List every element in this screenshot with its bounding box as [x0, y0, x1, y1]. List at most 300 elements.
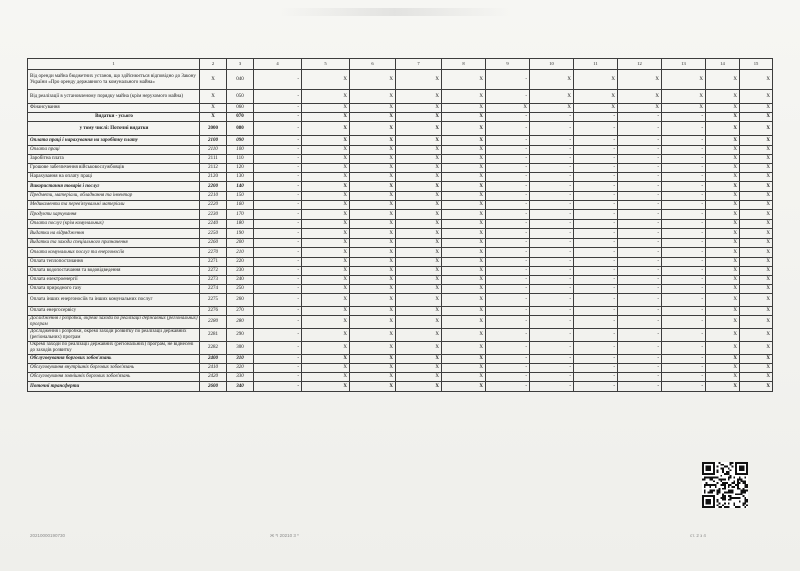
value-cell: X — [706, 342, 740, 355]
table-row — [28, 342, 773, 355]
row-code: 240 — [227, 276, 254, 285]
value-cell: X — [740, 276, 773, 285]
value-cell: X — [396, 239, 442, 248]
value-cell: X — [302, 192, 350, 201]
row-label: Фінансування — [28, 104, 200, 113]
value-cell: X — [706, 122, 740, 136]
value-cell: - — [254, 329, 302, 342]
value-cell: - — [662, 201, 706, 210]
value-cell: X — [442, 182, 486, 192]
value-cell: - — [254, 210, 302, 220]
value-cell: - — [486, 373, 530, 382]
value-cell: - — [486, 70, 530, 90]
column-number: 13 — [662, 59, 706, 70]
value-cell: - — [574, 285, 618, 294]
table-row — [28, 155, 773, 164]
value-cell: X — [302, 382, 350, 392]
row-code: 330 — [227, 373, 254, 382]
value-cell: X — [350, 355, 396, 364]
value-cell: - — [254, 113, 302, 122]
value-cell: - — [530, 146, 574, 155]
row-label: Обслуговування внутрішніх боргових зобов'язань — [28, 364, 200, 373]
value-cell: X — [396, 146, 442, 155]
value-cell: - — [662, 173, 706, 182]
value-cell: - — [486, 122, 530, 136]
value-cell: X — [302, 342, 350, 355]
value-cell: - — [254, 355, 302, 364]
value-cell: X — [350, 136, 396, 146]
kekv-code: 2200 — [200, 182, 227, 192]
value-cell: - — [574, 164, 618, 173]
table-row — [28, 192, 773, 201]
value-cell: - — [574, 182, 618, 192]
kekv-code: 2250 — [200, 229, 227, 239]
kekv-code: 2111 — [200, 155, 227, 164]
table-row — [28, 239, 773, 248]
value-cell: X — [350, 373, 396, 382]
value-cell: X — [740, 70, 773, 90]
value-cell: X — [442, 382, 486, 392]
kekv-code: X — [200, 104, 227, 113]
value-cell: X — [706, 70, 740, 90]
table-row — [28, 113, 773, 122]
kekv-code: 2230 — [200, 210, 227, 220]
value-cell: X — [618, 104, 662, 113]
value-cell: X — [574, 70, 618, 90]
value-cell: X — [740, 104, 773, 113]
column-number: 4 — [254, 59, 302, 70]
value-cell: - — [254, 164, 302, 173]
value-cell: - — [254, 220, 302, 229]
value-cell: X — [706, 307, 740, 316]
value-cell: X — [302, 239, 350, 248]
kekv-code: 2274 — [200, 285, 227, 294]
value-cell: - — [530, 113, 574, 122]
value-cell: X — [396, 294, 442, 307]
value-cell: - — [574, 210, 618, 220]
value-cell: - — [530, 364, 574, 373]
value-cell: X — [706, 173, 740, 182]
row-code: 340 — [227, 382, 254, 392]
value-cell: X — [740, 90, 773, 104]
value-cell: - — [618, 155, 662, 164]
value-cell: - — [486, 220, 530, 229]
value-cell: X — [350, 239, 396, 248]
value-cell: - — [662, 192, 706, 201]
value-cell: X — [302, 248, 350, 258]
table-row — [28, 201, 773, 210]
kekv-code: 2400 — [200, 355, 227, 364]
value-cell: X — [442, 364, 486, 373]
value-cell: - — [486, 382, 530, 392]
value-cell: - — [662, 258, 706, 267]
value-cell: - — [618, 342, 662, 355]
table-row — [28, 364, 773, 373]
value-cell: X — [442, 294, 486, 307]
row-code: 060 — [227, 104, 254, 113]
row-label: Видатки та заходи спеціального призначення — [28, 239, 200, 248]
value-cell: - — [530, 239, 574, 248]
value-cell: - — [618, 201, 662, 210]
value-cell: X — [396, 258, 442, 267]
value-cell: X — [740, 220, 773, 229]
value-cell: - — [530, 155, 574, 164]
value-cell: - — [254, 258, 302, 267]
value-cell: X — [442, 90, 486, 104]
value-cell: - — [662, 210, 706, 220]
value-cell: X — [740, 294, 773, 307]
table-row — [28, 285, 773, 294]
row-code: 290 — [227, 329, 254, 342]
value-cell: X — [396, 90, 442, 104]
value-cell: X — [442, 210, 486, 220]
row-code: 160 — [227, 201, 254, 210]
value-cell: - — [662, 155, 706, 164]
value-cell: X — [740, 164, 773, 173]
value-cell: X — [706, 146, 740, 155]
value-cell: X — [302, 276, 350, 285]
row-code: 090 — [227, 136, 254, 146]
row-label: у тому числі: Поточні видатки — [28, 122, 200, 136]
table-row — [28, 182, 773, 192]
column-number: 2 — [200, 59, 227, 70]
value-cell: - — [618, 294, 662, 307]
value-cell: X — [302, 329, 350, 342]
value-cell: X — [706, 285, 740, 294]
row-label: Оплата праці і нарахування на заробітну плату — [28, 136, 200, 146]
value-cell: - — [574, 122, 618, 136]
row-code: 100 — [227, 146, 254, 155]
value-cell: X — [442, 113, 486, 122]
value-cell: - — [662, 113, 706, 122]
value-cell: - — [618, 136, 662, 146]
value-cell: X — [442, 136, 486, 146]
value-cell: X — [302, 267, 350, 276]
value-cell: - — [254, 155, 302, 164]
value-cell: X — [442, 373, 486, 382]
value-cell: - — [530, 267, 574, 276]
footer-code: Ж *І 20210 3 * — [270, 533, 299, 538]
value-cell: X — [740, 248, 773, 258]
value-cell: X — [302, 113, 350, 122]
value-cell: - — [574, 307, 618, 316]
value-cell: X — [706, 164, 740, 173]
value-cell: X — [302, 229, 350, 239]
value-cell: X — [530, 104, 574, 113]
value-cell: - — [530, 229, 574, 239]
value-cell: - — [662, 248, 706, 258]
value-cell: - — [618, 258, 662, 267]
row-label: Продукти харчування — [28, 210, 200, 220]
value-cell: - — [486, 201, 530, 210]
value-cell: - — [662, 276, 706, 285]
kekv-code: 2110 — [200, 146, 227, 155]
value-cell: X — [350, 276, 396, 285]
value-cell: - — [662, 364, 706, 373]
row-code: 190 — [227, 229, 254, 239]
row-code: 170 — [227, 210, 254, 220]
value-cell: - — [486, 210, 530, 220]
row-code: 110 — [227, 155, 254, 164]
kekv-code: 2260 — [200, 239, 227, 248]
row-label: Заробітна плата — [28, 155, 200, 164]
value-cell: - — [486, 136, 530, 146]
value-cell: - — [530, 355, 574, 364]
value-cell: X — [302, 210, 350, 220]
value-cell: X — [740, 210, 773, 220]
kekv-code: 2100 — [200, 136, 227, 146]
value-cell: - — [254, 294, 302, 307]
value-cell: X — [396, 229, 442, 239]
row-code: 230 — [227, 267, 254, 276]
value-cell: - — [662, 329, 706, 342]
value-cell: - — [486, 164, 530, 173]
financial-report-table — [27, 58, 773, 392]
value-cell: - — [486, 146, 530, 155]
value-cell: - — [662, 220, 706, 229]
value-cell: X — [396, 267, 442, 276]
value-cell: - — [254, 276, 302, 285]
table-row — [28, 373, 773, 382]
row-code: 320 — [227, 364, 254, 373]
kekv-code: 2272 — [200, 267, 227, 276]
value-cell: X — [396, 173, 442, 182]
value-cell: X — [442, 201, 486, 210]
row-code: 210 — [227, 248, 254, 258]
value-cell: X — [442, 267, 486, 276]
row-label: Обслуговування зовнішніх боргових зобов'язань — [28, 373, 200, 382]
value-cell: - — [254, 201, 302, 210]
value-cell: X — [396, 210, 442, 220]
value-cell: X — [302, 285, 350, 294]
value-cell: X — [350, 248, 396, 258]
value-cell: - — [618, 173, 662, 182]
value-cell: - — [530, 201, 574, 210]
value-cell: X — [350, 364, 396, 373]
value-cell: - — [662, 239, 706, 248]
value-cell: X — [706, 239, 740, 248]
value-cell: - — [530, 373, 574, 382]
value-cell: X — [740, 342, 773, 355]
value-cell: X — [396, 201, 442, 210]
value-cell: X — [662, 104, 706, 113]
value-cell: X — [396, 113, 442, 122]
value-cell: X — [706, 229, 740, 239]
value-cell: - — [254, 307, 302, 316]
value-cell: X — [442, 146, 486, 155]
value-cell: X — [442, 70, 486, 90]
value-cell: X — [618, 70, 662, 90]
value-cell: - — [574, 146, 618, 155]
value-cell: X — [706, 210, 740, 220]
value-cell: X — [442, 220, 486, 229]
row-code: 150 — [227, 192, 254, 201]
row-label: Оплата енергосервісу — [28, 307, 200, 316]
value-cell: - — [618, 285, 662, 294]
row-label: Окремі заходи по реалізації державних (регіональних) програм, не віднесені до заходів розвитку — [28, 342, 200, 355]
column-number: 12 — [618, 59, 662, 70]
table-body — [28, 59, 773, 392]
value-cell: - — [254, 267, 302, 276]
row-label: Оплата комунальних послуг та енергоносіїв — [28, 248, 200, 258]
row-label: Медикаменти та перев'язувальні матеріали — [28, 201, 200, 210]
value-cell: - — [486, 192, 530, 201]
value-cell: - — [574, 113, 618, 122]
kekv-code: 2112 — [200, 164, 227, 173]
table-row — [28, 307, 773, 316]
value-cell: - — [618, 382, 662, 392]
table-row — [28, 267, 773, 276]
value-cell: X — [396, 373, 442, 382]
value-cell: X — [740, 201, 773, 210]
value-cell: - — [254, 229, 302, 239]
kekv-code: X — [200, 70, 227, 90]
value-cell: X — [396, 182, 442, 192]
column-number: 3 — [227, 59, 254, 70]
value-cell: - — [618, 229, 662, 239]
value-cell: X — [706, 201, 740, 210]
value-cell: - — [254, 104, 302, 113]
value-cell: X — [396, 248, 442, 258]
row-label: Оплата водопостачання та водовідведення — [28, 267, 200, 276]
table-row — [28, 173, 773, 182]
value-cell: X — [350, 342, 396, 355]
value-cell: X — [350, 192, 396, 201]
row-code: 250 — [227, 285, 254, 294]
value-cell: - — [530, 136, 574, 146]
value-cell: - — [530, 294, 574, 307]
value-cell: X — [740, 329, 773, 342]
header-row — [28, 59, 773, 70]
value-cell: - — [486, 276, 530, 285]
value-cell: X — [706, 104, 740, 113]
value-cell: X — [740, 355, 773, 364]
table-row — [28, 136, 773, 146]
row-code: 040 — [227, 70, 254, 90]
value-cell: - — [254, 342, 302, 355]
value-cell: X — [302, 122, 350, 136]
value-cell: - — [486, 364, 530, 373]
value-cell: X — [740, 373, 773, 382]
value-cell: X — [740, 239, 773, 248]
table-row — [28, 146, 773, 155]
value-cell: X — [740, 155, 773, 164]
value-cell: X — [350, 307, 396, 316]
value-cell: X — [740, 146, 773, 155]
column-number: 6 — [350, 59, 396, 70]
table-row — [28, 329, 773, 342]
value-cell: X — [302, 90, 350, 104]
value-cell: - — [618, 307, 662, 316]
value-cell: - — [486, 316, 530, 329]
value-cell: - — [618, 192, 662, 201]
value-cell: - — [574, 373, 618, 382]
row-label: Видатки на відрядження — [28, 229, 200, 239]
value-cell: - — [486, 173, 530, 182]
value-cell: X — [706, 182, 740, 192]
table-row — [28, 220, 773, 229]
value-cell: - — [254, 122, 302, 136]
value-cell: X — [302, 316, 350, 329]
value-cell: - — [574, 173, 618, 182]
value-cell: X — [302, 201, 350, 210]
value-cell: X — [442, 248, 486, 258]
value-cell: X — [302, 373, 350, 382]
value-cell: - — [486, 248, 530, 258]
table-row — [28, 258, 773, 267]
value-cell: X — [740, 258, 773, 267]
value-cell: X — [442, 329, 486, 342]
row-label: Оплата інших енергоносіїв та інших комунальних послуг — [28, 294, 200, 307]
value-cell: - — [618, 355, 662, 364]
value-cell: - — [486, 90, 530, 104]
value-cell: X — [350, 104, 396, 113]
value-cell: - — [574, 342, 618, 355]
value-cell: X — [442, 316, 486, 329]
value-cell: - — [618, 220, 662, 229]
value-cell: - — [254, 90, 302, 104]
scan-artifact — [280, 8, 510, 16]
table-row — [28, 248, 773, 258]
value-cell: - — [574, 329, 618, 342]
value-cell: - — [530, 316, 574, 329]
value-cell: X — [302, 164, 350, 173]
value-cell: X — [396, 122, 442, 136]
value-cell: X — [706, 364, 740, 373]
value-cell: X — [302, 220, 350, 229]
value-cell: - — [254, 248, 302, 258]
value-cell: X — [302, 146, 350, 155]
value-cell: - — [574, 229, 618, 239]
footer-page-number: ст. 2 з 4 — [690, 533, 706, 538]
table-row — [28, 316, 773, 329]
value-cell: - — [618, 164, 662, 173]
kekv-code: 2270 — [200, 248, 227, 258]
value-cell: - — [254, 285, 302, 294]
column-number: 11 — [574, 59, 618, 70]
value-cell: - — [530, 220, 574, 229]
value-cell: X — [486, 104, 530, 113]
value-cell: - — [254, 136, 302, 146]
value-cell: X — [396, 70, 442, 90]
value-cell: - — [574, 136, 618, 146]
column-number: 7 — [396, 59, 442, 70]
value-cell: X — [302, 307, 350, 316]
row-label: Оплата природного газу — [28, 285, 200, 294]
kekv-code: 2600 — [200, 382, 227, 392]
value-cell: X — [350, 220, 396, 229]
value-cell: - — [574, 248, 618, 258]
value-cell: - — [254, 70, 302, 90]
value-cell: - — [618, 239, 662, 248]
value-cell: X — [706, 155, 740, 164]
value-cell: - — [662, 136, 706, 146]
value-cell: X — [396, 307, 442, 316]
value-cell: X — [302, 136, 350, 146]
value-cell: X — [302, 155, 350, 164]
value-cell: - — [486, 329, 530, 342]
column-number: 5 — [302, 59, 350, 70]
value-cell: - — [530, 248, 574, 258]
value-cell: - — [254, 173, 302, 182]
kekv-code: 2240 — [200, 220, 227, 229]
value-cell: X — [350, 70, 396, 90]
column-number: 9 — [486, 59, 530, 70]
value-cell: X — [396, 364, 442, 373]
value-cell: - — [254, 364, 302, 373]
row-label: Оплата електроенергії — [28, 276, 200, 285]
kekv-code: 2120 — [200, 173, 227, 182]
